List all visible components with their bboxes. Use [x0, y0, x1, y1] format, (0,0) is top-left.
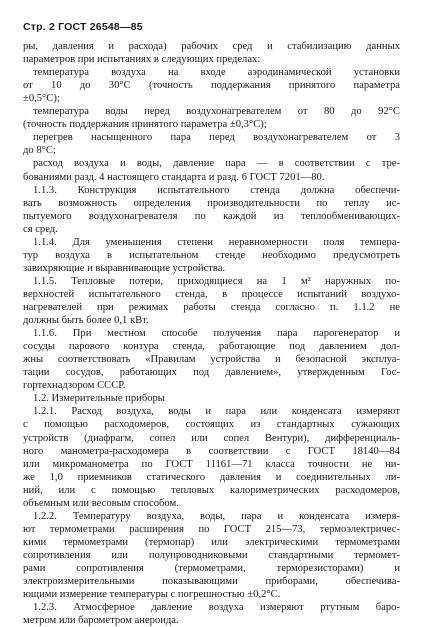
text-line: тации сосудов, работающих под давлением», утвержденным Гос- — [23, 367, 400, 379]
text-line: 1.2.2. Температуру воздуха, воды, пара и конденсата измеря- — [33, 510, 400, 522]
text-line: с помощью расходомеров, состоящих из стандартных сужающих — [23, 419, 400, 431]
text-line: параметров при испытаниях в следующих пределах: — [23, 54, 261, 66]
text-line: от 10 до 30°С (точность поддержания принятого параметра — [23, 80, 400, 92]
text-line: ся сред. — [23, 223, 58, 235]
text-line: должны быть более 0,1 кВт. — [23, 315, 149, 327]
text-line: 1.2. Измерительные приборы — [33, 393, 165, 405]
text-line: бованиями разд. 4 настоящего стандарта и разд. 6 ГОСТ 7201—80. — [23, 171, 325, 183]
text-line: 1.2.1. Расход воздуха, воды и пара или конденсата измеряют — [33, 406, 400, 418]
page-header: Стр. 2 ГОСТ 26548—85 — [23, 21, 143, 33]
text-line: 1.1.5. Тепловые потери, приходящиеся на 1 м² наружных по- — [33, 275, 400, 287]
text-line: тур воздуха в испытательном стенде необходимо предусмотреть — [23, 249, 400, 261]
text-line: расход воздуха и воды, давление пара — в соответствии с тре- — [33, 158, 400, 170]
text-line: ний, или с помощью тепловых калориметрических расходомеров, — [23, 484, 400, 496]
text-line: пытуемого воздухонагревателя по каждой из теплообменивающих- — [23, 210, 400, 222]
text-line: 1.2.3. Атмосферное давление воздуха измеряют ртутным баро- — [33, 602, 400, 614]
text-line: метром или барометром анероида. — [23, 615, 179, 627]
text-line: объемным или весовым способом. — [23, 497, 179, 509]
text-line: (точность поддержания принятого параметра ±0,3°С); — [23, 119, 267, 131]
text-line: ±0,5°С); — [23, 93, 60, 105]
text-line: сосуды парового контура стенда, работающие под давлением дол- — [23, 341, 400, 353]
text-line: сопротивления или полупроводниковыми стандартными термомет- — [23, 549, 400, 561]
text-line: же 1,0 приемников статического давления и соединительных ли- — [23, 471, 400, 483]
text-line: или микроманометра по ГОСТ 11161—71 класса точности не ни- — [23, 458, 400, 470]
text-line: жны соответствовать «Правилам устройства и безопасной эксплуа- — [23, 354, 400, 366]
text-line: вать возможность определения производительности по теплу ис- — [23, 197, 400, 209]
text-line: гортехнадзором СССР. — [23, 380, 126, 392]
text-line: завихряющие и выравнивающие устройства. — [23, 262, 226, 274]
text-line: перегрев насыщенного пара перед воздухонагревателем от 3 — [33, 132, 400, 144]
text-line: 1.1.6. При местном способе получения пара парогенератор и — [33, 328, 400, 340]
text-line: кими термометрами (термопар) или электрическими термометрами — [23, 536, 400, 548]
text-line: температура воды перед воздухонагревателем от 80 до 92°С — [33, 106, 400, 118]
text-line: нагревателей при режимах работы стенда согласно п. 1.1.2 не — [23, 302, 400, 313]
text-line: 1.1.3. Конструкция испытательного стенда должна обеспечи- — [33, 184, 400, 196]
text-line: электроизмерительными показывающими приборами, обеспечива- — [23, 576, 400, 588]
text-line: рами сопротивления (термометрами, терморезисторами) и — [23, 563, 400, 574]
text-line: ры, давления и расхода) рабочих сред и стабилизацию данных — [23, 41, 400, 52]
text-line: температура воздуха на входе аэродинамической установки — [33, 67, 400, 79]
text-line: устройств (диафрагм, сопел или сопел Вентури), дифференциаль- — [23, 432, 400, 444]
text-line: ного манометра-расходомера в соответствии с ГОСТ 18140—84 — [23, 445, 400, 457]
text-line: верхностей испытательного стенда, в процессе испытаний воздухо- — [23, 288, 400, 300]
text-line: до 8°С; — [23, 145, 56, 157]
text-line: ют термометрами расширения по ГОСТ 215—73, термоэлектричес- — [23, 523, 400, 535]
text-line: ющими измерение температуры с погрешностью ±0,2°С. — [23, 589, 281, 601]
text-line: 1.1.4. Для уменьшения степени неравномерности поля темпера- — [33, 236, 400, 248]
